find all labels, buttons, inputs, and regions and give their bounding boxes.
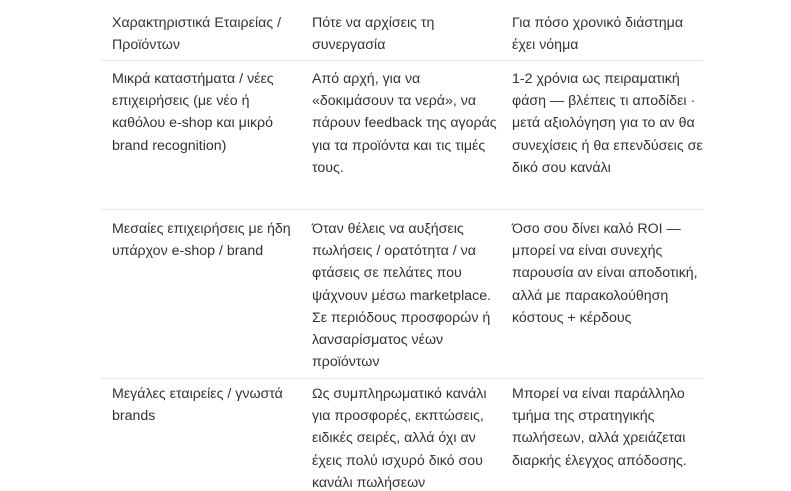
table-row xyxy=(100,61,703,210)
row-2-company-characteristics: Μεσαίες επιχειρήσεις με ήδη υπάρχον e-shop / brand xyxy=(112,221,291,260)
row-2-duration: Όσο σου δίνει καλό ROI — μπορεί να είναι συνεχής παρουσία αν είναι αποδοτική, αλλά με παρακολούθηση κόστους + κέρδους xyxy=(512,221,698,326)
row-1-company-characteristics: Μικρά καταστήματα / νέες επιχειρήσεις (με νέο ή καθόλου e-shop και μικρό brand recognition) xyxy=(112,71,274,154)
header-cell-duration: Για πόσο χρονικό διάστημα έχει νόημα xyxy=(512,15,684,54)
table-row xyxy=(100,379,703,491)
header-cell-company-characteristics: Χαρακτηριστικά Εταιρείας / Προϊόντων xyxy=(112,15,282,54)
row-3-duration: Μπορεί να είναι παράλληλο τμήμα της στρατηγικής πωλήσεων, αλλά χρειάζεται διαρκής έλεγχος απόδοσης. xyxy=(512,386,687,469)
row-3-when-to-start: Ως συμπληρωματικό κανάλι για προσφορές, εκπτώσεις, ειδικές σειρές, αλλά όχι αν έχεις πολύ ισχυρό δικό σου κανάλι πωλήσεων xyxy=(312,386,487,491)
table-row xyxy=(100,210,703,379)
comparison-table xyxy=(100,0,703,491)
row-2-when-to-start: Όταν θέλεις να αυξήσεις πωλήσεις / ορατότητα / να φτάσεις σε πελάτες που ψάχνουν μέσω marketplace. Σε περιόδους προσφορών ή λανσαρίσματος νέων προϊόντων xyxy=(312,221,492,371)
table-header-row xyxy=(100,0,703,61)
row-1-duration: 1-2 χρόνια ως πειραματική φάση — βλέπεις τι αποδίδει · μετά αξιολόγηση για το αν θα συνεχίσεις ή θα επενδύσεις σε δικό σου κανάλι xyxy=(512,71,703,176)
header-cell-when-to-start: Πότε να αρχίσεις τη συνεργασία xyxy=(312,15,435,54)
row-1-when-to-start: Από αρχή, για να «δοκιμάσουν τα νερά», να πάρουν feedback της αγοράς για τα προϊόντα και τις τιμές τους. xyxy=(312,71,497,176)
row-3-company-characteristics: Μεγάλες εταιρείες / γνωστά brands xyxy=(112,386,283,425)
